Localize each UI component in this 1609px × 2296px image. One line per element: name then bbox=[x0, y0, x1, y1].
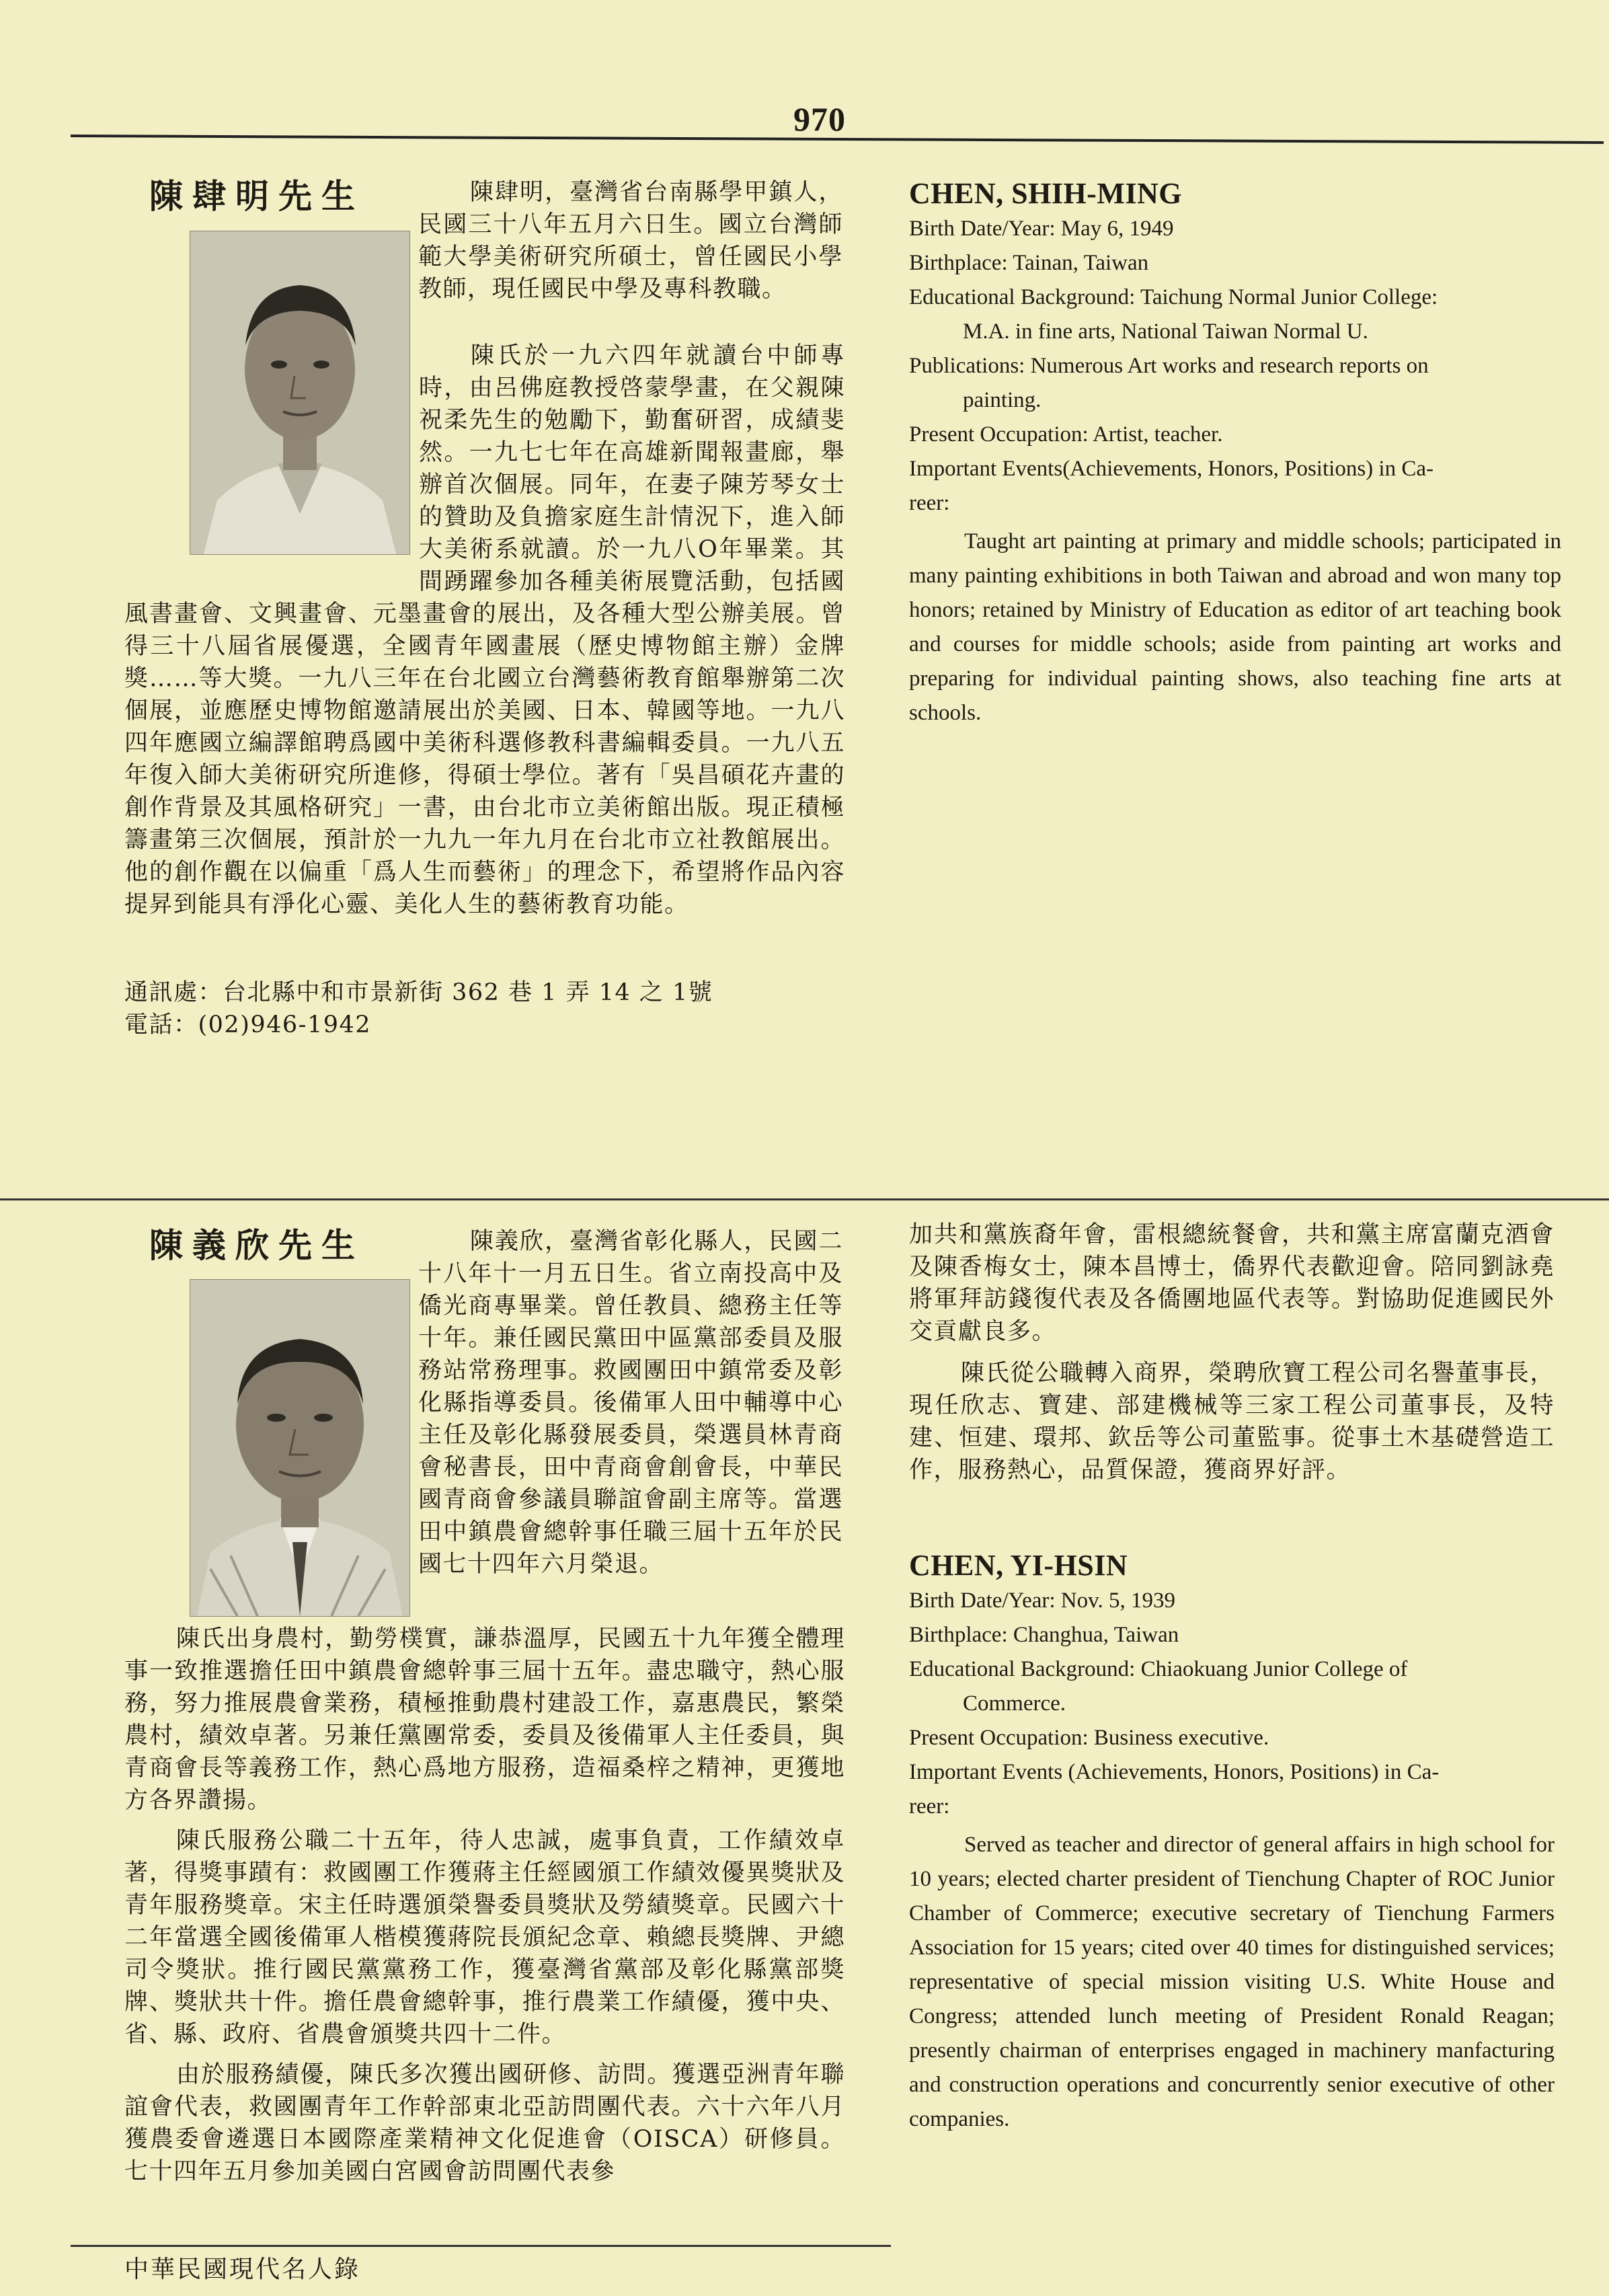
bio-zh-lead bbox=[418, 176, 843, 305]
events-line-cont: reer: bbox=[909, 1794, 950, 1819]
bio-zh-paragraph: 陳肆明，臺灣省台南縣學甲鎮人，民國三十八年五月六日生。國立台灣師範大學美術研究所碩士，曾任國民小學教師，現任國民中學及專科教職。 bbox=[418, 179, 843, 303]
english-entry bbox=[909, 176, 1561, 730]
entry-name-zh: 陳肆明先生 bbox=[149, 176, 364, 216]
footer-rule bbox=[71, 2245, 891, 2247]
publications-line: Publications: Numerous Art works and research reports on bbox=[909, 354, 1429, 378]
education-line: Educational Background: Chiaokuang Junior College of bbox=[909, 1657, 1408, 1681]
entry-name-en: CHEN, SHIH-MING bbox=[909, 177, 1182, 210]
entry-divider bbox=[0, 1198, 1609, 1200]
education-line: Educational Background: Taichung Normal Junior College: bbox=[909, 285, 1438, 309]
birth-date-line: Birth Date/Year: May 6, 1949 bbox=[909, 217, 1174, 241]
birthplace-line: Birthplace: Tainan, Taiwan bbox=[909, 251, 1149, 275]
contact-block bbox=[124, 977, 845, 1041]
entry-name-en: CHEN, YI-HSIN bbox=[909, 1549, 1128, 1582]
birthplace-line: Birthplace: Changhua, Taiwan bbox=[909, 1623, 1179, 1647]
bio-zh-lead bbox=[418, 1225, 843, 1580]
bio-zh-paragraph: 加共和黨族裔年會，雷根總統餐會，共和黨主席富蘭克酒會及陳香梅女士，陳本昌博士，僑界代表歡迎會。陪同劉詠堯將軍拜訪錢復代表及各僑團地區代表等。對協助促進國民外交貢獻良多。 bbox=[909, 1221, 1555, 1345]
entry-name-zh: 陳義欣先生 bbox=[149, 1225, 364, 1265]
book-title-footer: 中華民國現代名人錄 bbox=[124, 2256, 361, 2283]
bio-zh-paragraph: 陳氏服務公職二十五年，待人忠誠，處事負責，工作績效卓著，得獎事蹟有：救國團工作獲蔣主任經國頒工作績效優異獎狀及青年服務獎章。宋主任時選頒榮譽委員獎狀及勞績獎章。民國六十二年當選全國後備軍人楷模獲蔣院長頒紀念章、賴總長獎牌、尹總司令獎狀。推行國民黨黨務工作，獲臺灣省黨部及彰化縣黨部獎牌、獎狀共十件。擔任農會總幹事，推行農業工作績優，獲中央、省、縣、政府、省農會頒獎共四十二件。 bbox=[124, 1827, 845, 2048]
photo-spacer bbox=[124, 340, 419, 576]
english-entry bbox=[909, 1548, 1555, 2137]
bio-zh-body bbox=[124, 1623, 845, 2188]
bio-zh-paragraph: 陳義欣，臺灣省彰化縣人，民國二十八年十一月五日生。省立南投高中及僑光商專畢業。曾任教員、總務主任等十年。兼任國民黨田中區黨部委員及服務站常務理事。救國團田中鎮常委及彰化縣指導委員。後備軍人田中輔導中心主任及彰化縣發展委員，榮選員林青商會秘書長，田中青商會創會長，中華民國青商會參議員聯誼會副主席等。當選田中鎮農會總幹事任職三屆十五年於民國七十四年六月榮退。 bbox=[418, 1228, 843, 1578]
english-details bbox=[909, 212, 1561, 730]
portrait-photo bbox=[190, 1279, 410, 1617]
phone-text: 電話：(02)946-1942 bbox=[124, 1011, 372, 1038]
events-line-cont: reer: bbox=[909, 491, 950, 515]
events-line: Important Events (Achievements, Honors, Positions) in Ca- bbox=[909, 1760, 1440, 1784]
publications-line-cont: painting. bbox=[963, 388, 1042, 412]
bio-zh-paragraph: 陳氏於一九六四年就讀台中師專時，由呂佛庭教授啓蒙學畫，在父親陳祝柔先生的勉勵下，勤奮研習，成績斐然。一九七七年在高雄新聞報畫廊，舉辦首次個展。同年，在妻子陳芳琴女士的贊助及負擔家庭生計情況下，進入師大美術系就讀。於一九八O年畢業。其間踴躍參加各種美術展覽活動，包括國風書畫會、文興畫會、元墨畫會的展出，及各種大型公辦美展。曾得三十八屆省展優選，全國青年國畫展（歷史博物館主辦）金牌獎……等大獎。一九八三年在台北國立台灣藝術教育館舉辦第二次個展，並應歷史博物館邀請展出於美國、日本、韓國等地。一九八四年應國立編譯館聘爲國中美術科選修教科書編輯委員。一九八五年復入師大美術研究所進修，得碩士學位。著有「吳昌碩花卉畫的創作背景及其風格研究」一書，由台北市立美術館出版。現正積極籌畫第三次個展，預計於一九九一年九月在台北市立社教館展出。他的創作觀在以偏重「爲人生而藝術」的理念下，希望將作品內容提昇到能具有淨化心靈、美化人生的藝術教育功能。 bbox=[124, 342, 845, 918]
birth-date-line: Birth Date/Year: Nov. 5, 1939 bbox=[909, 1589, 1175, 1613]
bio-zh-body bbox=[124, 340, 845, 1046]
occupation-line: Present Occupation: Artist, teacher. bbox=[909, 422, 1223, 447]
bio-zh-paragraph: 陳氏從公職轉入商界，榮聘欣寶工程公司名譽董事長，現任欣志、寶建、部建機械等三家工程公司董事長，及特建、恒建、環邦、欽岳等公司董監事。從事土木基礎營造工作，服務熱心，品質保證，獲商界好評。 bbox=[909, 1360, 1555, 1484]
education-line-cont: M.A. in fine arts, National Taiwan Normal U. bbox=[963, 319, 1368, 344]
address-text: 通訊處：台北縣中和市景新街 362 巷 1 弄 14 之 1號 bbox=[124, 979, 713, 1006]
bio-zh-continued bbox=[909, 1219, 1555, 1486]
events-paragraph: Taught art painting at primary and middle schools; participated in many painting exhibitions in both Taiwan and abroad and won many top honors; retained by Ministry of Education as editor of art teaching book and courses for middle schools; aside from painting art works and preparing for individual painting shows, also teaching fine arts at schools. bbox=[909, 529, 1561, 725]
bio-zh-paragraph: 陳氏出身農村，勤勞樸實，謙恭溫厚，民國五十九年獲全體理事一致推選擔任田中鎮農會總幹事三屆十五年。盡忠職守，熱心服務，努力推展農會業務，積極推動農村建設工作，嘉惠農民，繁榮農村，績效卓著。另兼任黨團常委，委員及後備軍人主任委員，與青商會長等義務工作，熱心爲地方服務，造福桑梓之精神，更獲地方各界讚揚。 bbox=[124, 1625, 845, 1814]
events-paragraph: Served as teacher and director of general affairs in high school for 10 years; elected charter president of Tienchung Chapter of ROC Junior Chamber of Commerce; executive secretary of Tienchung Farmers Association for 15 years; cited over 40 times for distinguished services; representative of special mission visiting U.S. White House and Congress; attended lunch meeting of President Ronald Reagan; presently chairman of enterprises engaged in machinery manfacturing and construction operations and concurrently senior executive of other companies. bbox=[909, 1833, 1555, 2131]
portrait-figure bbox=[190, 1280, 409, 1616]
bio-zh-paragraph: 由於服務績優，陳氏多次獲出國研修、訪問。獲選亞洲青年聯誼會代表，救國團青年工作幹部東北亞訪問團代表。六十六年八月獲農委會遴選日本國際產業精神文化促進會（OISCA）研修員。七十四年五月參加美國白宮國會訪問團代表參 bbox=[124, 2061, 845, 2185]
occupation-line: Present Occupation: Business executive. bbox=[909, 1726, 1269, 1750]
page-number: 970 bbox=[793, 100, 846, 138]
education-line-cont: Commerce. bbox=[963, 1691, 1066, 1716]
english-details bbox=[909, 1584, 1555, 2137]
events-line: Important Events(Achievements, Honors, Positions) in Ca- bbox=[909, 457, 1434, 481]
